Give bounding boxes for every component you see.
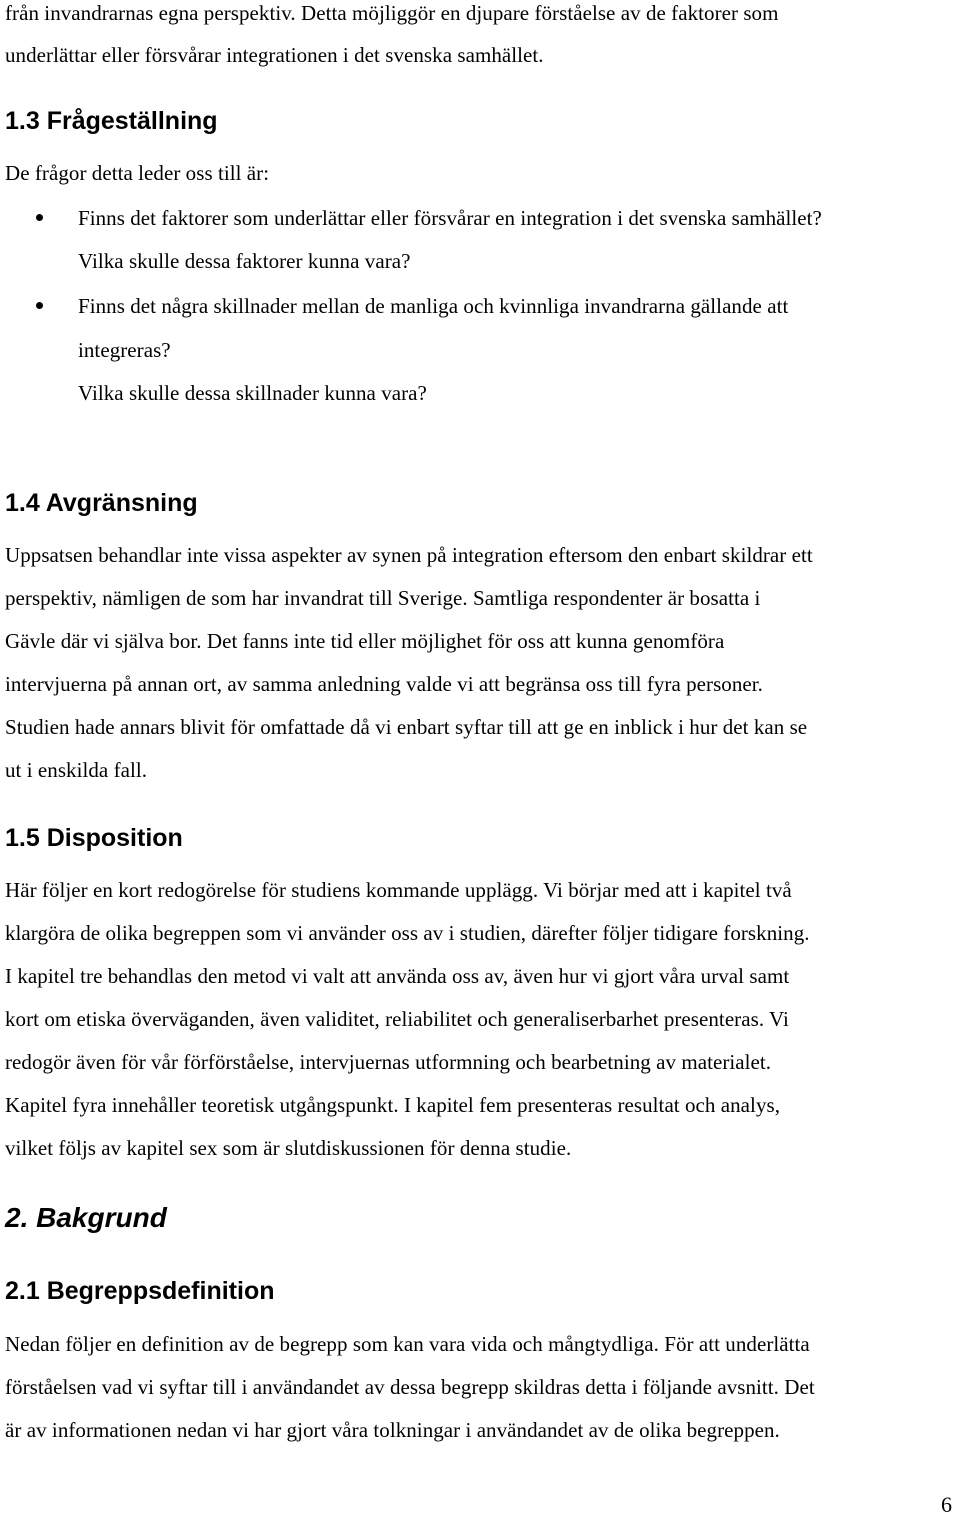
paragraph-line: vilket följs av kapitel sex som är slutdiskussionen för denna studie. [5,1136,572,1160]
section-heading-2-1: 2.1 Begreppsdefinition [5,1277,275,1305]
bullet-line: Vilka skulle dessa faktorer kunna vara? [78,249,411,273]
paragraph-line: är av informationen nedan vi har gjort våra tolkningar i användandet av de olika begreppen. [5,1418,780,1442]
paragraph-line: redogör även för vår förförståelse, intervjuernas utformning och bearbetning av materialet. [5,1050,772,1074]
paragraph-line: Kapitel fyra innehåller teoretisk utgångspunkt. I kapitel fem presenteras resultat och analys, [5,1093,781,1117]
paragraph-line: kort om etiska överväganden, även validitet, reliabilitet och generaliserbarhet presenteras. Vi [5,1007,789,1031]
paragraph-line: ut i enskilda fall. [5,758,148,782]
section-lead: De frågor detta leder oss till är: [5,161,270,185]
section-heading-1-5: 1.5 Disposition [5,824,183,852]
paragraph-line: Uppsatsen behandlar inte vissa aspekter av synen på integration eftersom den enbart skildrar ett [5,543,813,567]
section-heading-1-3: 1.3 Frågeställning [5,107,218,135]
bullet-icon [36,214,43,221]
paragraph-line: förståelsen vad vi syftar till i användandet av dessa begrepp skildras detta i följande avsnitt. Det [5,1375,815,1399]
bullet-line: Vilka skulle dessa skillnader kunna vara? [78,381,427,405]
paragraph-line: Här följer en kort redogörelse för studiens kommande upplägg. Vi börjar med att i kapitel två [5,878,792,902]
paragraph-line: intervjuerna på annan ort, av samma anledning valde vi att begränsa oss till fyra personer. [5,672,763,696]
page-number: 6 [941,1492,952,1517]
chapter-heading-2: 2. Bakgrund [5,1202,167,1233]
bullet-line: integreras? [78,338,171,362]
bullet-line: Finns det några skillnader mellan de manliga och kvinnliga invandrarna gällande att [78,294,789,318]
paragraph-line: klargöra de olika begreppen som vi använder oss av i studien, därefter följer tidigare forskning. [5,921,810,945]
paragraph-line: Studien hade annars blivit för omfattade då vi enbart syftar till att ge en inblick i hur det kan se [5,715,808,739]
paragraph-line: perspektiv, nämligen de som har invandrat till Sverige. Samtliga respondenter är bosatta i [5,586,761,610]
bullet-icon [36,302,43,309]
paragraph-line: Gävle där vi själva bor. Det fanns inte tid eller möjlighet för oss att kunna genomföra [5,629,725,653]
bullet-line: Finns det faktorer som underlättar eller försvårar en integration i det svenska samhället? [78,206,822,230]
paragraph-line: I kapitel tre behandlas den metod vi valt att använda oss av, även hur vi gjort våra urval samt [5,964,790,988]
section-heading-1-4: 1.4 Avgränsning [5,489,198,517]
paragraph-line: Nedan följer en definition av de begrepp som kan vara vida och mångtydliga. För att underlätta [5,1332,810,1356]
intro-line: underlättar eller försvårar integrationen i det svenska samhället. [5,43,544,67]
intro-line: från invandrarnas egna perspektiv. Detta möjliggör en djupare förståelse av de faktorer som [5,1,779,25]
